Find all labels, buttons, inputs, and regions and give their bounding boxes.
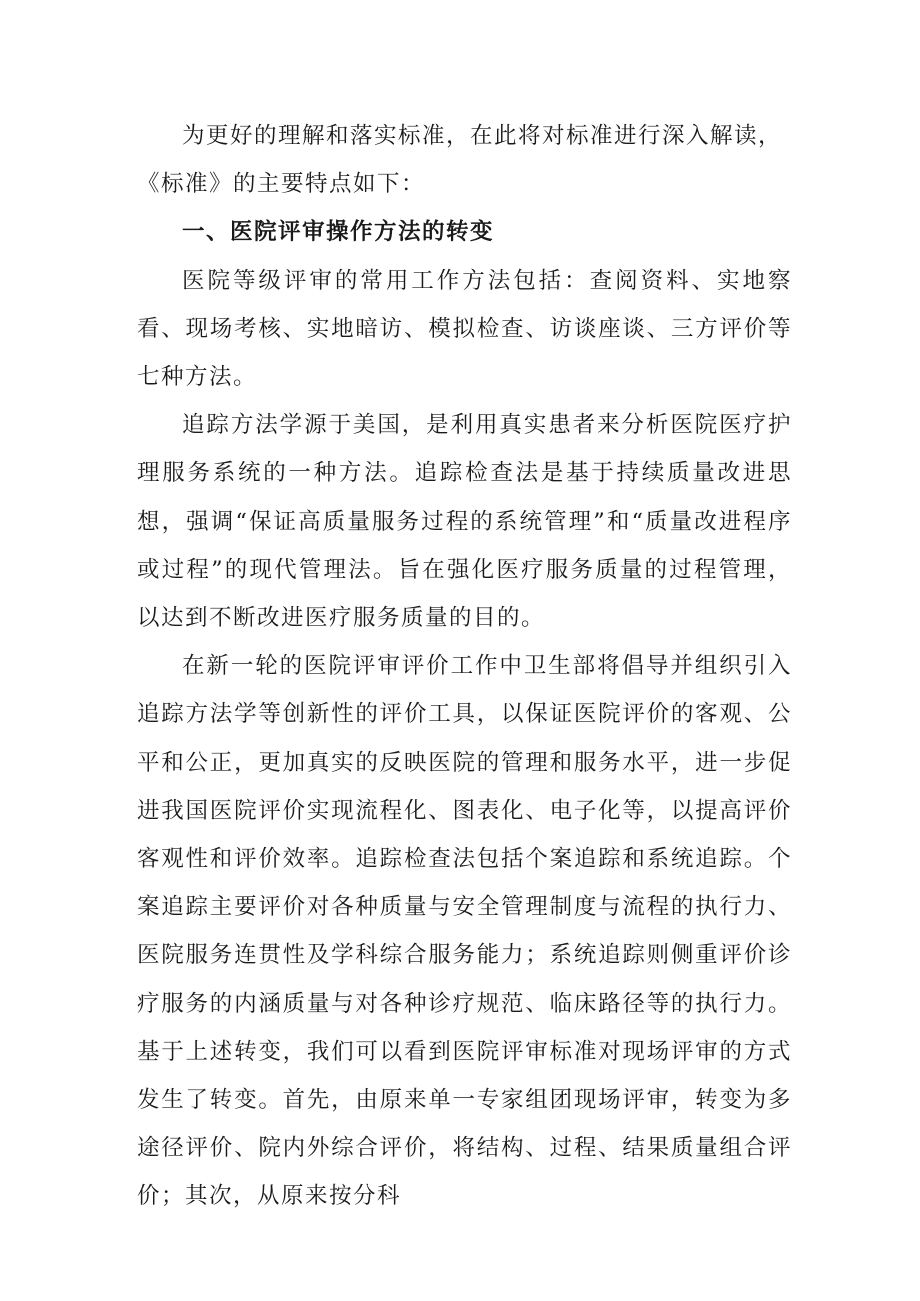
intro-paragraph-line-1: 为更好的理解和落实标准，在此将对标准进行深入解读， — [182, 123, 783, 149]
body-paragraph-tracer-method: 追踪方法学源于美国，是利用真实患者来分析医院医疗护理服务系统的一种方法。追踪检查法是基于持续质量改进思想，强调“保证高质量服务过程的系统管理”和“质量改进程序或过程”的现代管理法。旨在强化医疗服务质量的过程管理，以达到不断改进医疗服务质量的目的。 — [137, 412, 792, 632]
section-heading: 一、医院评审操作方法的转变 — [182, 219, 495, 246]
intro-paragraph-line-2: 《标准》的主要特点如下： — [137, 171, 426, 198]
body-paragraph-methods: 医院等级评审的常用工作方法包括：查阅资料、实地察看、现场考核、实地暗访、模拟检查、访谈座谈、三方评价等七种方法。 — [137, 267, 792, 391]
document-body — [137, 112, 792, 1221]
body-paragraph-new-evaluation: 在新一轮的医院评审评价工作中卫生部将倡导并组织引入追踪方法学等创新性的评价工具，以保证医院评价的客观、公平和公正，更加真实的反映医院的管理和服务水平，进一步促进我国医院评价实现流程化、图表化、电子化等，以提高评价客观性和评价效率。追踪检查法包括个案追踪和系统追踪。个案追踪主要评价对各种质量与安全管理制度与流程的执行力、医院服务连贯性及学科综合服务能力；系统追踪则侧重评价诊疗服务的内涵质量与对各种诊疗规范、临床路径等的执行力。基于上述转变，我们可以看到医院评审标准对现场评审的方式发生了转变。首先，由原来单一专家组团现场评审，转变为多途径评价、院内外综合评价，将结构、过程、结果质量组合评价；其次，从原来按分科 — [137, 653, 792, 1210]
